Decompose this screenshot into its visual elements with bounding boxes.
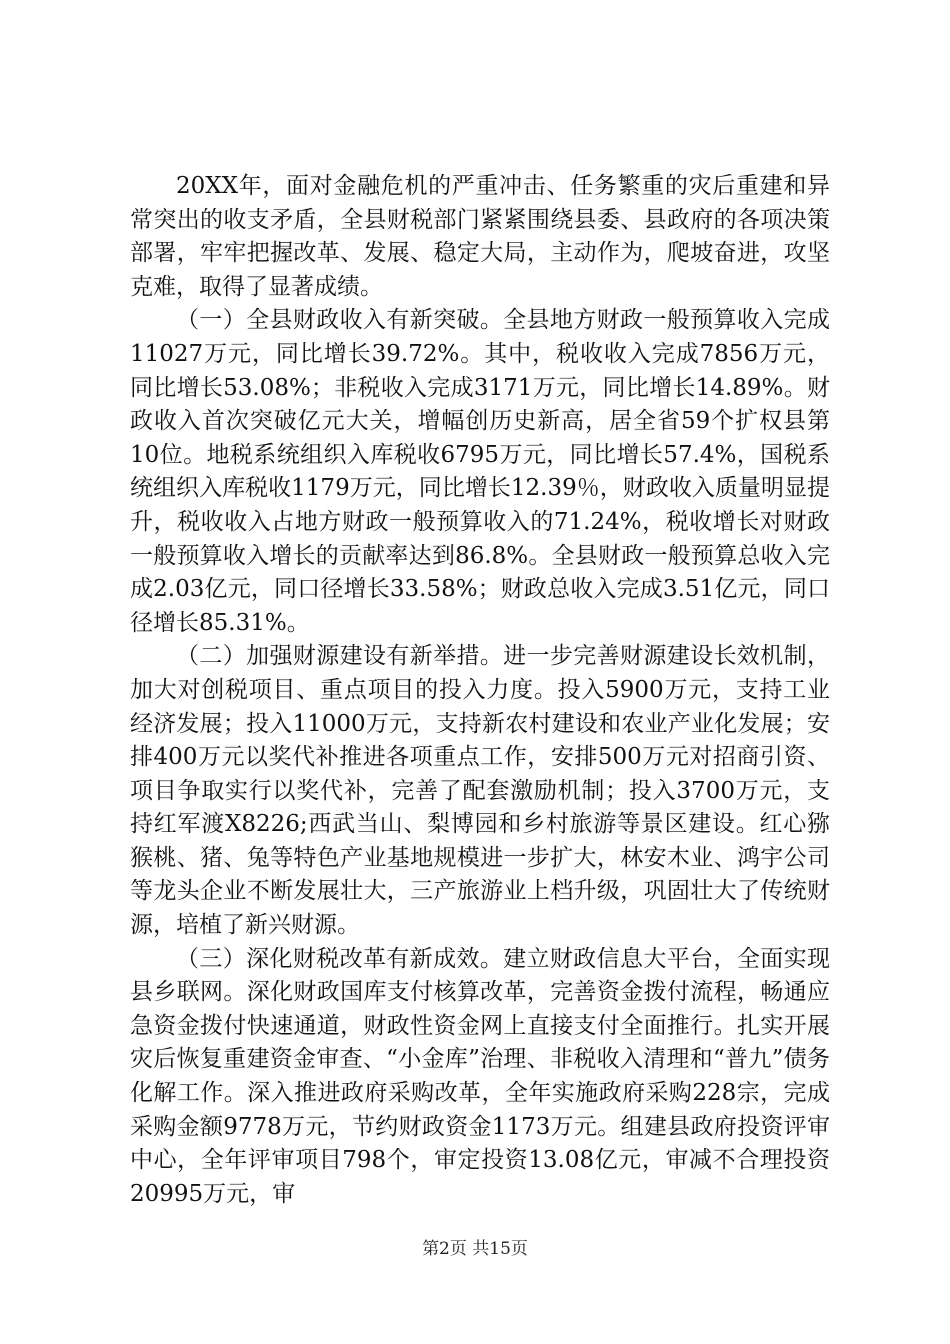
paragraph-intro: 20XX年，面对金融危机的严重冲击、任务繁重的灾后重建和异常突出的收支矛盾，全县财税部门紧紧围绕县委、县政府的各项决策部署，牢牢把握改革、发展、稳定大局，主动作为，爬坡奋进，攻坚克难，取得了显著成绩。 [130, 173, 830, 300]
paragraph-revenue-source-building: （二）加强财源建设有新举措。进一步完善财源建设长效机制，加大对创税项目、重点项目的投入力度。投入5900万元，支持工业经济发展；投入11000万元，支持新农村建设和农业产业化发展；安排400万元以奖代补推进各项重点工作，安排500万元对招商引资、项目争取实行以奖代补，完善了配套激励机制；投入3700万元，支持红军渡X8226;西武当山、梨博园和乡村旅游等景区建设。红心猕猴桃、猪、兔等特色产业基地规模进一步扩大，林安木业、鸿宇公司等龙头企业不断发展壮大，三产旅游业上档升级，巩固壮大了传统财源，培植了新兴财源。 [130, 643, 830, 939]
paragraph-fiscal-reform: （三）深化财税改革有新成效。建立财政信息大平台，全面实现县乡联网。深化财政国库支付核算改革，完善资金拨付流程，畅通应急资金拨付快速通道，财政性资金网上直接支付全面推行。扎实开展灾后恢复重建资金审查、“小金库”治理、非税收入清理和“普九”债务化解工作。深入推进政府采购改革，全年实施政府采购228宗，完成采购金额9778万元，节约财政资金1173万元。组建县政府投资评审中心，全年评审项目798个，审定投资13.08亿元，审减不合理投资20995万元，审 [130, 945, 830, 1207]
paragraph-revenue-breakthrough: （一）全县财政收入有新突破。全县地方财政一般预算收入完成11027万元，同比增长39.72%。其中，税收收入完成7856万元，同比增长53.08%；非税收入完成3171万元，同比增长14.89%。财政收入首次突破亿元大关，增幅创历史新高，居全省59个扩权县第10位。地税系统组织入库税收6795万元，同比增长57.4%，国税系统组织入库税收1179万元，同比增长12.39％，财政收入质量明显提升，税收收入占地方财政一般预算收入的71.24%，税收增长对财政一般预算收入增长的贡献率达到86.8%。全县财政一般预算总收入完成2.03亿元，同口径增长33.58%；财政总收入完成3.51亿元，同口径增长85.31%。 [130, 307, 830, 636]
document-body [130, 170, 830, 1211]
page-number-footer: 第2页 共15页 [422, 1239, 528, 1259]
